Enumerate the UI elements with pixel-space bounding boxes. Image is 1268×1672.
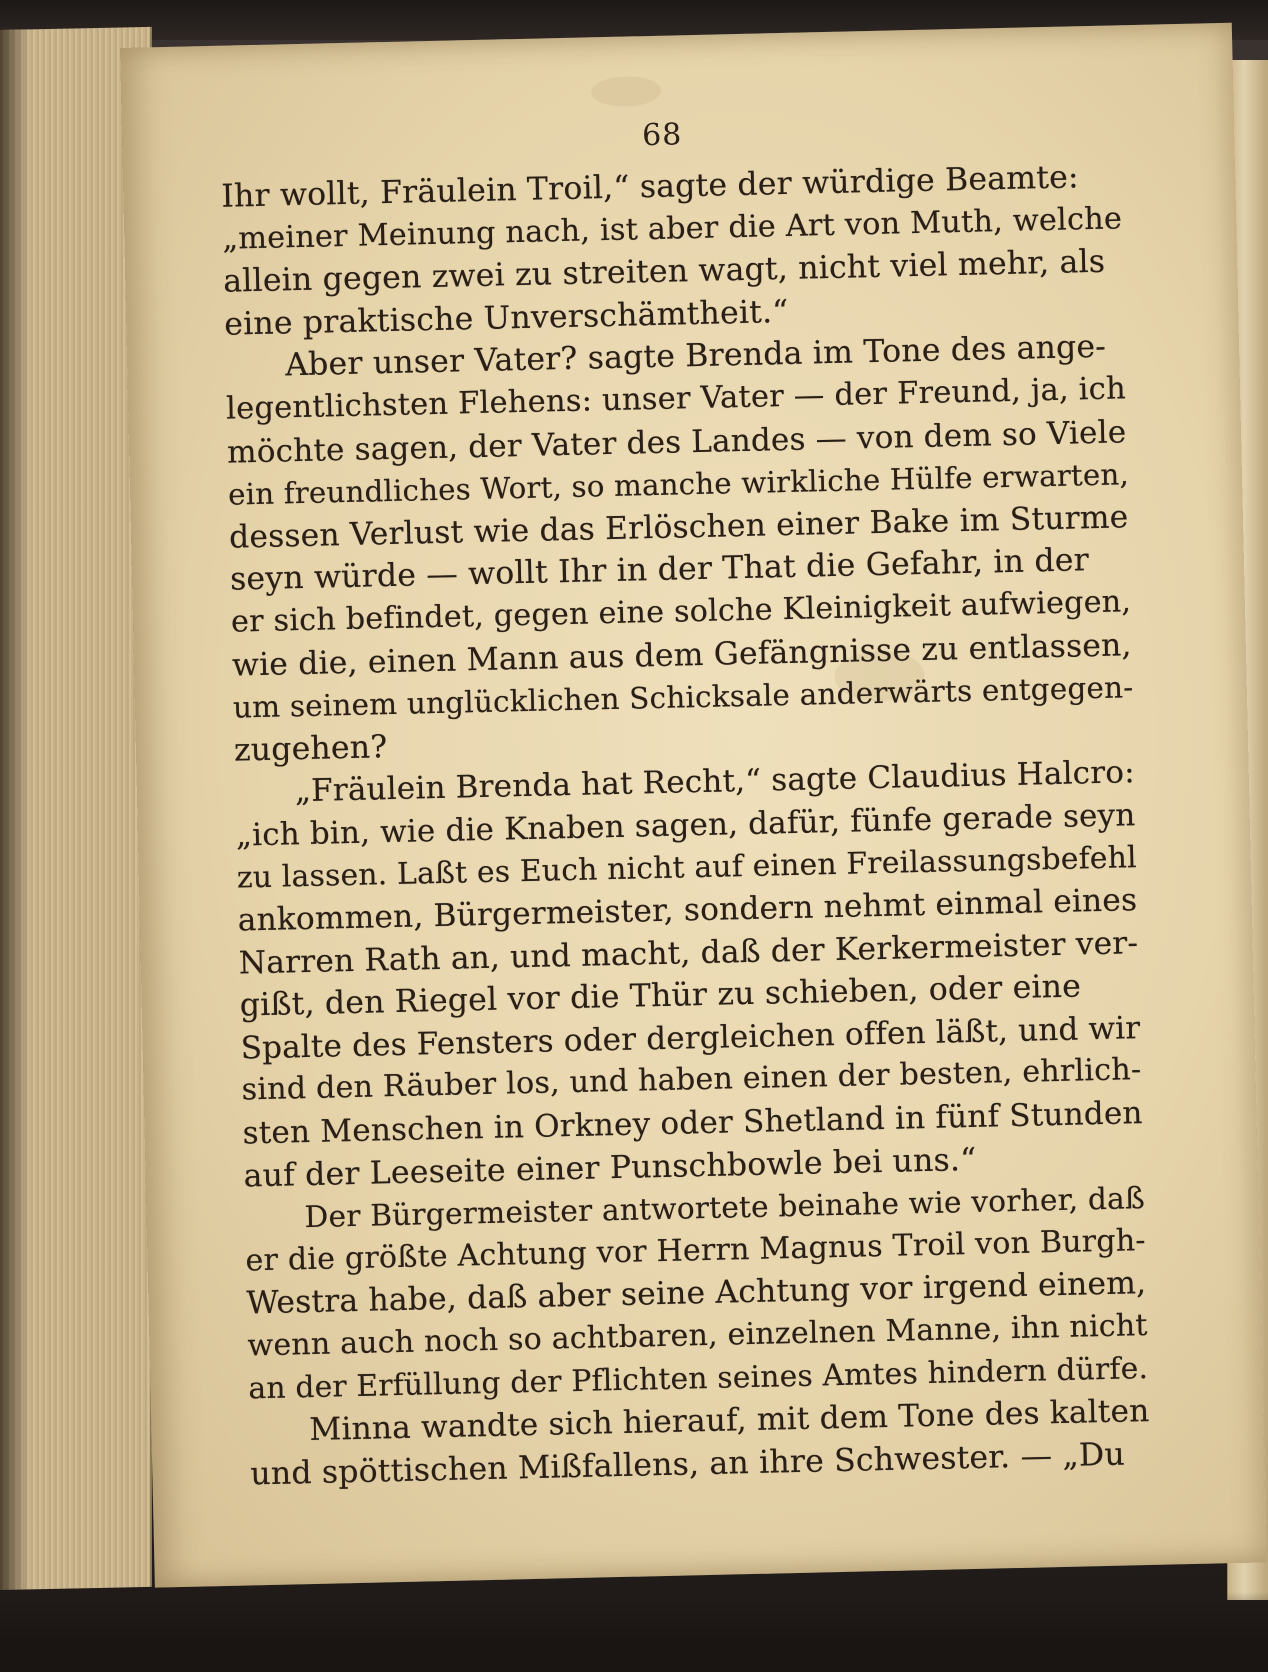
text-line: „ich bin, wie die Knaben sagen, dafür, fünfe gerade seyn [235, 797, 1136, 854]
bottom-shadow [0, 1592, 1268, 1672]
text-line: Westra habe, daß aber seine Achtung vor irgend einem, [246, 1265, 1147, 1322]
text-line: dessen Verlust wie das Erlöschen einer Bake im Sturme [228, 498, 1129, 556]
text-line: Der Bürgermeister antwortete beinahe wie vorher, daß [304, 1180, 1146, 1235]
text-line: zugehen? [233, 728, 388, 769]
text-line: um seinem unglücklichen Schicksale anderwärts entgegen- [232, 670, 1134, 725]
text-line: seyn würde — wollt Ihr in der That die Gefahr, in der [229, 542, 1090, 598]
text-line: Narren Rath an, und macht, daß der Kerkermeister ver- [238, 924, 1139, 982]
text-line: er die größte Achtung vor Herrn Magnus Troil von Burgh- [245, 1222, 1147, 1279]
text-line: sten Menschen in Orkney oder Shetland in fünf Stunden [242, 1095, 1144, 1152]
text-line: auf der Leeseite einer Punschbowle bei uns.“ [243, 1141, 977, 1195]
text-line: „Fräulein Brenda hat Recht,“ sagte Claudius Halcro: [294, 754, 1136, 810]
text-line: sind den Räuber los, und haben einen der besten, ehrlich- [241, 1052, 1142, 1108]
text-line: Aber unser Vater? sagte Brenda im Tone des ange- [284, 329, 1107, 384]
text-line: möchte sagen, der Vater des Landes — von dem so Viele [226, 413, 1127, 471]
text-line: Spalte des Fensters oder dergleichen offen läßt, und wir [240, 1009, 1141, 1067]
text-line: eine praktische Unverschämtheit.“ [223, 293, 789, 343]
text-line: er sich befindet, gegen eine solche Kleinigkeit aufwiegen, [230, 584, 1132, 640]
text-line: allein gegen zwei zu streiten wagt, nicht viel mehr, als [222, 243, 1106, 300]
text-line: „meiner Meinung nach, ist aber die Art von Muth, welche [221, 200, 1123, 257]
page-number: 68 [641, 117, 683, 154]
text-line: Minna wandte sich hierauf, mit dem Tone des kalten [309, 1393, 1150, 1449]
text-line: ankommen, Bürgermeister, sondern nehmt einmal eines [237, 882, 1138, 939]
paper-stain [591, 76, 662, 108]
text-line: gißt, den Riegel vor die Thür zu schieben, oder eine [239, 968, 1082, 1024]
text-line: legentlichsten Flehens: unser Vater — der Freund, ja, ich [225, 371, 1127, 427]
text-line: ein freundliches Wort, so manche wirkliche Hülfe erwarten, [227, 457, 1130, 512]
text-line: wie die, einen Mann aus dem Gefängnisse zu entlassen, [231, 626, 1133, 684]
text-line: an der Erfüllung der Pflichten seines Amtes hindern dürfe. [248, 1350, 1149, 1407]
text-line: wenn auch noch so achtbaren, einzelnen Manne, ihn nicht [247, 1308, 1148, 1364]
text-line: Ihr wollt, Fräulein Troil,“ sagte der würdige Beamte: [220, 159, 1080, 215]
page-text [221, 155, 1151, 1495]
book-page [120, 23, 1267, 1588]
text-line: zu lassen. Laßt es Euch nicht auf einen Freilassungsbefehl [236, 839, 1138, 896]
page-edges-shadow [0, 30, 30, 1590]
text-line: und spöttischen Mißfallens, an ihre Schwester. — „Du [249, 1436, 1126, 1493]
